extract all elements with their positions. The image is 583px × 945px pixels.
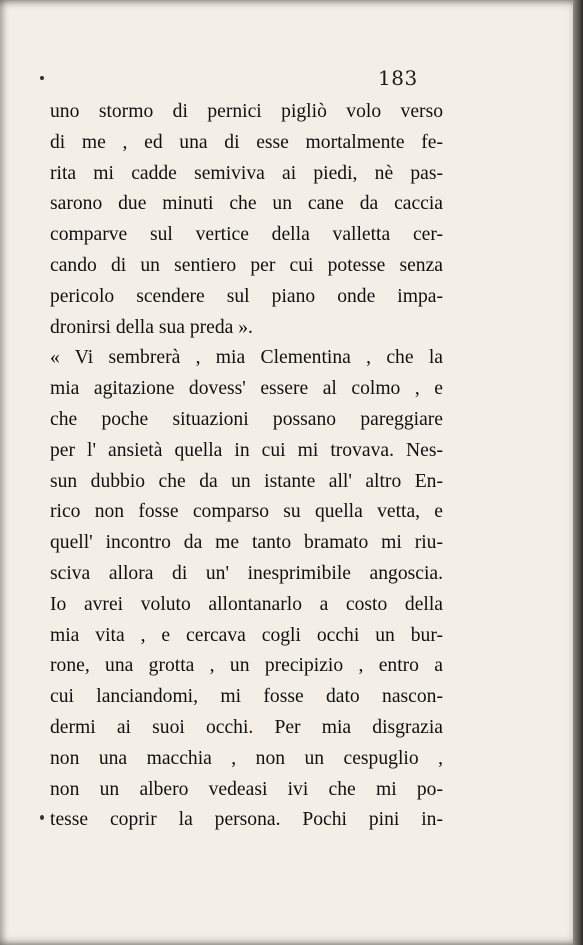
- text-line: mia vita , e cercava cogli occhi un bur-: [50, 624, 443, 646]
- text-line: sciva allora di un' inesprimibile angoscia.: [50, 562, 443, 584]
- text-line: non un albero vedeasi ivi che mi po-: [50, 778, 443, 800]
- text-line: non una macchia , non un cespuglio ,: [50, 747, 443, 769]
- text-line: dronirsi della sua preda ».: [50, 316, 253, 338]
- text-line: rico non fosse comparso su quella vetta, e: [50, 501, 443, 523]
- text-line: rone, una grotta , un precipizio , entro a: [50, 655, 443, 677]
- ink-dot: [40, 815, 44, 820]
- text-line: di me , ed una di esse mortalmente fe-: [50, 131, 443, 153]
- text-line: rita mi cadde semiviva ai piedi, nè pas-: [50, 162, 443, 184]
- text-line: pericolo scendere sul piano onde impa-: [50, 285, 443, 307]
- text-line: « Vi sembrerà , mia Clementina , che la: [50, 347, 443, 369]
- text-line: cui lanciandomi, mi fosse dato nascon-: [50, 686, 443, 708]
- text-line: per l' ansietà quella in cui mi trovava. Nes-: [50, 439, 443, 461]
- ink-dot: [40, 76, 44, 80]
- page-number: 183: [378, 66, 418, 90]
- text-line: sarono due minuti che un cane da caccia: [50, 193, 443, 215]
- text-line: uno stormo di pernici pigliò volo verso: [50, 101, 443, 122]
- body-text: [50, 97, 443, 836]
- page-edge-shadow: [573, 0, 583, 945]
- text-line: mia agitazione dovess' essere al colmo , e: [50, 378, 443, 400]
- text-line: comparve sul vertice della valletta cer-: [50, 224, 443, 246]
- text-line: tesse coprir la persona. Pochi pini in-: [50, 809, 443, 831]
- text-line: quell' incontro da me tanto bramato mi riu-: [50, 532, 443, 554]
- text-line: che poche situazioni possano pareggiare: [50, 408, 443, 430]
- text-line: Io avrei voluto allontanarlo a costo della: [50, 593, 443, 615]
- text-line: dermi ai suoi occhi. Per mia disgrazia: [50, 716, 443, 738]
- text-line: cando di un sentiero per cui potesse senza: [50, 254, 443, 276]
- text-line: sun dubbio che da un istante all' altro En-: [50, 470, 443, 492]
